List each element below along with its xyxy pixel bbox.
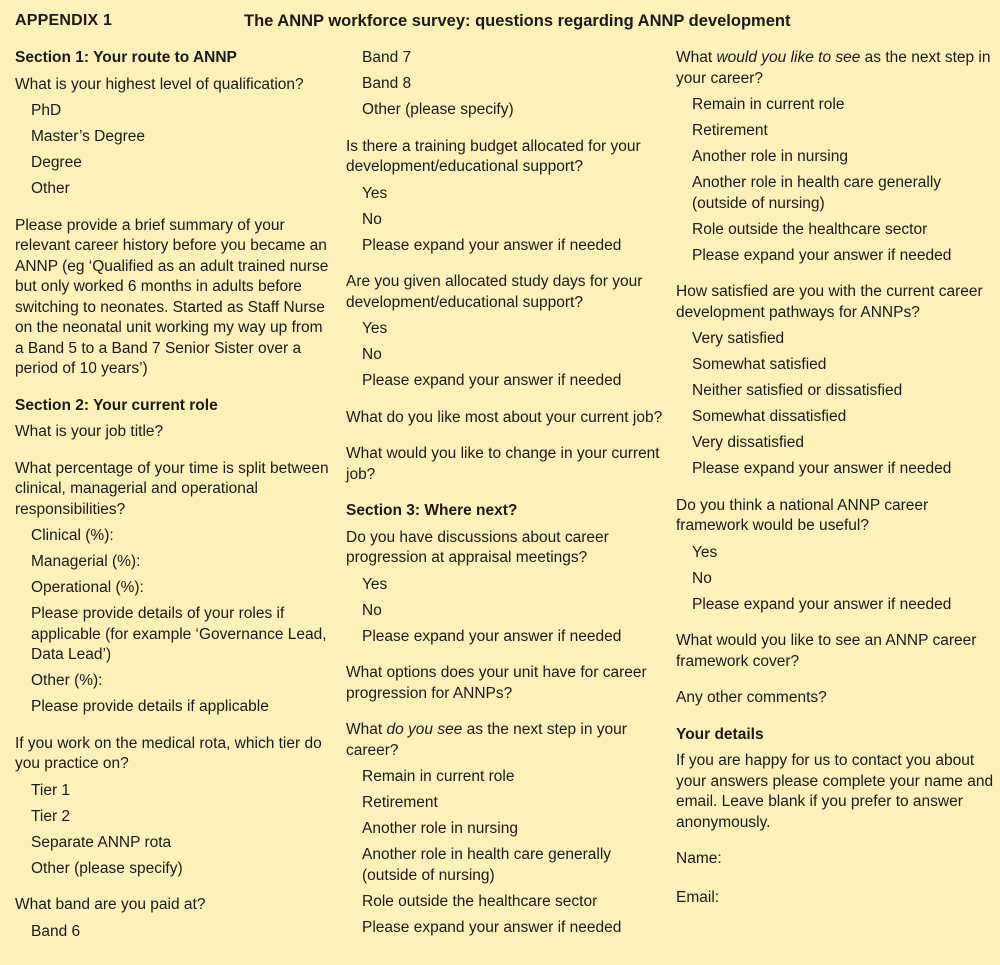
question-job-title: What is your job title?	[15, 423, 164, 440]
list-item: Please expand your answer if needed	[362, 627, 622, 645]
list-item: Please expand your answer if needed	[692, 595, 952, 613]
list-item: Please provide details of your roles if applicable (for example ‘Governance Lead, Data Lead’)	[31, 605, 327, 663]
list-item: Tier 2	[31, 807, 71, 825]
list-item: Other	[31, 180, 70, 197]
question-satisfied: How satisfied are you with the current career development pathways for ANNPs?	[676, 283, 983, 321]
question-text: What	[676, 49, 717, 66]
list-item: Separate ANNP rota	[31, 833, 172, 851]
details-text: If you are happy for us to contact you about your answers please complete your name and email. Leave blank if you prefer to answer anonymously.	[676, 752, 994, 831]
list-item: Please expand your answer if needed	[362, 372, 622, 389]
list-item: Other (%):	[31, 672, 103, 689]
list-item: Remain in current role	[692, 96, 845, 113]
study-days-options	[346, 319, 664, 392]
column-1	[15, 48, 333, 958]
list-item: Other (please specify)	[362, 101, 514, 118]
question-text: as the next step in your career?	[676, 49, 991, 87]
question-qualification: What is your highest level of qualification?	[15, 75, 304, 93]
question-framework-cover: What would you like to see an ANNP career framework cover?	[676, 632, 977, 670]
next-step-options	[346, 767, 664, 938]
list-item: Please expand your answer if needed	[692, 246, 952, 264]
question-band: What band are you paid at?	[15, 896, 206, 913]
email-field-label: Email:	[676, 888, 720, 906]
page-title: The ANNP workforce survey: questions regarding ANNP development	[244, 12, 791, 30]
question-appraisal: Do you have discussions about career progression at appraisal meetings?	[346, 528, 609, 566]
band-options	[15, 922, 333, 943]
list-item: Other (please specify)	[31, 859, 183, 877]
section-3-heading: Section 3: Where next?	[346, 502, 518, 519]
question-other-comments: Any other comments?	[676, 689, 827, 706]
question-emphasis: do you see	[386, 721, 463, 738]
question-study-days: Are you given allocated study days for your development/educational support?	[346, 273, 643, 311]
list-item: Neither satisfied or dissatisfied	[692, 382, 903, 399]
list-item: Yes	[362, 184, 388, 202]
list-item: No	[692, 569, 712, 587]
list-item: Please expand your answer if needed	[362, 918, 622, 936]
satisfied-options	[676, 329, 994, 480]
list-item: Remain in current role	[362, 768, 515, 785]
list-item: Master’s Degree	[31, 128, 146, 145]
question-next-step	[346, 720, 664, 761]
would-like-options	[676, 95, 994, 266]
list-item: No	[362, 346, 382, 363]
list-item: Another role in nursing	[692, 148, 848, 165]
section-2-heading: Section 2: Your current role	[15, 396, 218, 414]
list-item: Tier 1	[31, 781, 71, 799]
appendix-label: APPENDIX 1	[15, 12, 113, 29]
list-item: Managerial (%):	[31, 553, 141, 570]
list-item: Degree	[31, 154, 82, 171]
list-item: No	[362, 210, 382, 228]
qualification-options	[15, 101, 333, 200]
list-item: Yes	[692, 543, 718, 561]
list-item: Band 8	[362, 75, 412, 92]
column-3	[676, 48, 994, 926]
list-item: Somewhat dissatisfied	[692, 408, 847, 425]
question-unit-options: What options does your unit have for career progression for ANNPs?	[346, 664, 647, 702]
list-item: Role outside the healthcare sector	[692, 220, 928, 238]
question-like-most: What do you like most about your current job?	[346, 408, 663, 426]
question-training-budget: Is there a training budget allocated for your development/educational support?	[346, 137, 641, 175]
list-item: Band 7	[362, 49, 412, 66]
list-item: Please expand your answer if needed	[692, 460, 952, 477]
column-2	[346, 48, 664, 954]
question-text: What	[346, 721, 387, 738]
list-item: Yes	[362, 575, 388, 593]
question-would-like	[676, 48, 994, 89]
question-text: as the next step in your career?	[346, 721, 627, 759]
list-item: Very satisfied	[692, 330, 785, 347]
framework-options	[676, 543, 994, 616]
appraisal-options	[346, 575, 664, 648]
list-item: Clinical (%):	[31, 527, 114, 544]
percentage-options	[15, 526, 333, 718]
question-percentage: What percentage of your time is split between clinical, managerial and operational responsibilities?	[15, 459, 329, 518]
list-item: Yes	[362, 320, 388, 337]
list-item: Retirement	[692, 122, 768, 139]
list-item: Another role in health care generally (outside of nursing)	[362, 846, 612, 884]
question-change: What would you like to change in your current job?	[346, 445, 660, 483]
list-item: Somewhat satisfied	[692, 356, 827, 373]
list-item: Role outside the healthcare sector	[362, 892, 598, 910]
list-item: Very dissatisfied	[692, 434, 804, 451]
list-item: Retirement	[362, 794, 438, 811]
list-item: Operational (%):	[31, 579, 144, 596]
training-budget-options	[346, 184, 664, 257]
your-details-heading: Your details	[676, 725, 764, 743]
question-emphasis: would you like to see	[716, 49, 861, 66]
section-1-heading: Section 1: Your route to ANNP	[15, 49, 237, 66]
list-item: PhD	[31, 102, 62, 119]
rota-options	[15, 781, 333, 880]
list-item: Please expand your answer if needed	[362, 236, 622, 254]
name-field-label: Name:	[676, 850, 722, 867]
question-rota: If you work on the medical rota, which tier do you practice on?	[15, 734, 322, 772]
list-item: No	[362, 601, 382, 619]
band-options-continued	[346, 48, 664, 121]
question-career-summary: Please provide a brief summary of your relevant career history before you became an ANNP (eg ‘Qualified as an adult trained nurse but only worked 6 months in adults before switching to neonates. Started as Staff Nurse on the neonatal unit working my way up from a Band 5 to a Band 7 Senior Sister over a period of 10 years’)	[15, 216, 329, 377]
list-item: Another role in health care generally (outside of nursing)	[692, 174, 942, 212]
list-item: Please provide details if applicable	[31, 698, 269, 715]
list-item: Another role in nursing	[362, 820, 518, 837]
question-framework: Do you think a national ANNP career framework would be useful?	[676, 496, 929, 534]
list-item: Band 6	[31, 922, 81, 940]
